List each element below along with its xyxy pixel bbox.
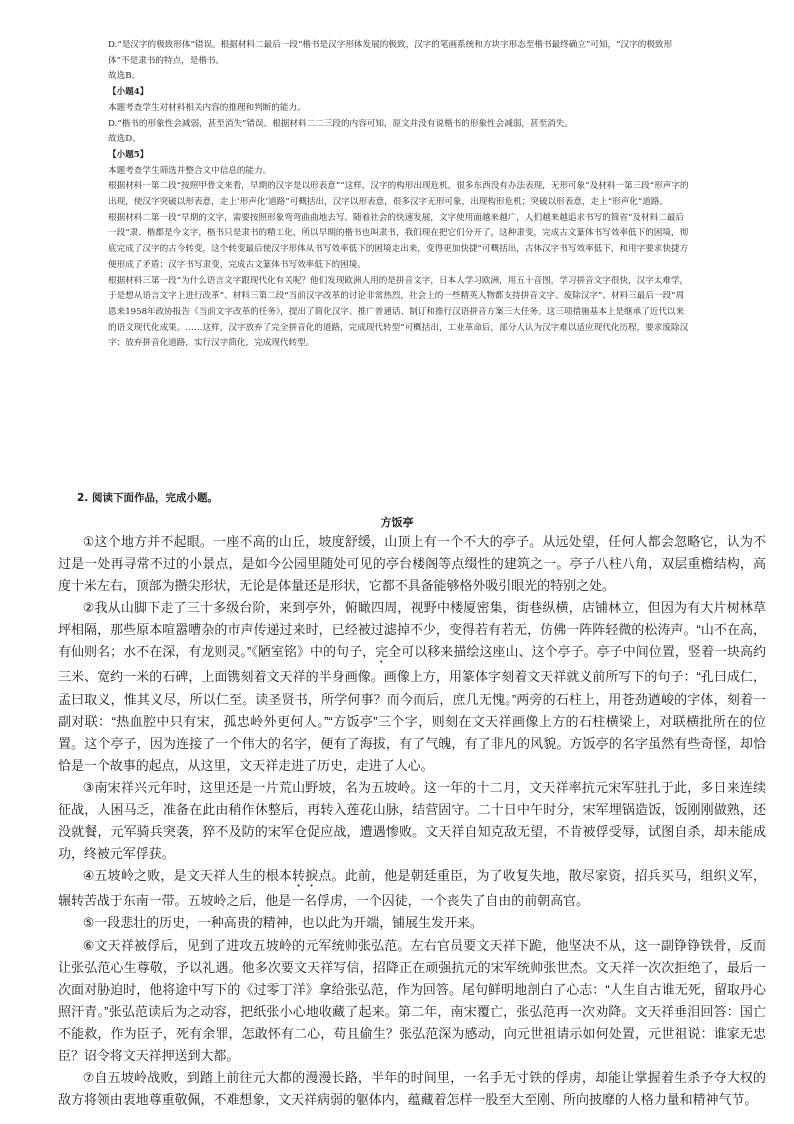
story-paragraph-7: ⑦自五坡岭战败，到踏上前往元大都的漫漫长路，半年的时间里，一名手无寸铁的俘虏，却能让掌握着生杀予夺大权的敌方将领由衷地尊重敬佩，不难想象，文天祥病弱的躯体内，蕴藏着怎样一股至大至刚、所向披靡的人格力量和精神气节。 <box>58 1070 766 1108</box>
answer-choice: 故选D。 <box>108 134 141 145</box>
story-paragraph-1: ①这个地方并不起眼。一座不高的山丘，坡度舒缓，山顶上有一个不大的亭子。从远处望，任何人都会忽略它，认为不过是一处再寻常不过的小景点，是如今公园里随处可见的亭台楼阁等点缀性的建筑之一。亭子八柱八角，双层重檐结构，高度十米左右，顶部为攒尖形状，无论是体量还是形状，它都不具备能够格外吸引眼光的特别之处。 <box>58 534 766 594</box>
answer-paragraph: 本题考查学生对材料相关内容的推理和判断的能力。 <box>108 102 306 113</box>
answer-paragraph: 根据材料三第一段“为什么语言文字跟现代化有关呢？他们发现欧洲人用的是拼音文字，日本人学习欧洲，用五十音图，学习拼音文字很快，汉字太难学，于是想从语言文字上进行改革”、材料三第二段“当前汉字改革的讨论非常热烈，社会上的一些精英人物都支持拼音文字、废除汉字”、材料三最后一段“周恩来1958年政协报告《当前文字改革的任务》，提出了简化汉字、推广普通话、制订和推行汉语拼音方案三大任务。这三项措施基本上是继承了近代以来的语文现代化成果。……这样，汉字放弃了完全拼音化的道路，完成现代转型”可概括出，工业革命后，部分人认为汉字难以适应现代化历程，要求废除汉字；放弃拼音化道路，实行汉字简化，完成现代转型。 <box>108 275 689 349</box>
question-heading: 2. 阅读下面作品，完成小题。 <box>77 492 218 504</box>
answer-paragraph: 根据材料一第二段“按照甲骨文来看，早期的汉字是以形表意”“这样，汉字的构形出现危机，很多东西没有办法表现，无形可象”及材料一第三段“形声字的出现，使汉字突破以形表意，走上‘形声化’道路”可概括出，汉字以形表意，很多汉字无形可象，出现构形危机；突破以形表意，走上“形声化”道路。 <box>108 181 689 208</box>
answer-paragraph: D.“楷书的形象性会减弱，甚至消失”错误。根据材料二二三段的内容可知，原文并没有说楷书的形象性会减弱，甚至消失。 <box>108 118 573 129</box>
subquestion-heading-4: 【小题4】 <box>108 87 149 98</box>
emphasis-mark: 完 <box>375 644 389 660</box>
story-body <box>58 531 766 1111</box>
story-title: 方饭亭 <box>380 516 414 529</box>
story-paragraph-4: ④五坡岭之败，是文天祥人生的根本转捩点。此前，他是朝廷重臣，为了收复失地，散尽家资，招兵买马，组织义军，辗转苦战于东南一带。五坡岭之后，他是一名俘虏，一个囚徒，一个丧失了自由的前朝高官。 <box>58 868 766 909</box>
answer-paragraph: 根据材料二第一段“早期的文字，需要按照形象弯弯曲曲地去写。随着社会的快速发展，文字使用面越来越广，人们越来越追求书写的简省”及材料二最后一段“隶、楷都是今文字，楷书只是隶书的精工化，所以早期的楷书也叫隶书，我们现在把它们分开了，这种隶变，完成古文篆体书写效率低下的困境，彻底完成了汉字的古今转变，这个转变最后使汉字形体从书写效率低下的困境走出来，变得更加快捷”可概括出，古体汉字书写效率低下，和用字要求快捷方便形成了矛盾；汉字书写隶变，完成古文篆体书写效率低下的困境。 <box>108 212 689 270</box>
story-paragraph-6: ⑥文天祥被俘后，见到了进攻五坡岭的元军统帅张弘范。左右官员要文天祥下跪，他坚决不从，这一副铮铮铁骨，反而让张弘范心生尊敬，予以礼遇。他多次要文天祥写信，招降正在顽强抗元的宋军统帅张世杰。文天祥一次次拒绝了，最后一次面对胁迫时，他将途中写下的《过零丁洋》拿给张弘范，作为回答。尾句鲜明地剖白了心志：“人生自古谁无死，留取丹心照汗青。”张弘范读后为之动容，把纸张小心地收藏了起来。第二年，南宋覆亡，张弘范再一次劝降。文天祥垂泪回答：国亡不能救，作为臣子，死有余罪，怎敢怀有二心，苟且偷生？张弘范深为感动，向元世祖请示如何处置，元世祖说：谁家无忠臣？诏令将文天祥押送到大都。 <box>58 937 766 1063</box>
story-paragraph-5: ⑤一段悲壮的历史，一种高贵的精神，也以此为开端，铺展生发开来。 <box>82 915 483 931</box>
subquestion-heading-5: 【小题5】 <box>108 149 149 160</box>
answer-paragraph: 本题考查学生筛选并整合文中信息的能力。 <box>108 165 272 176</box>
answer-paragraph: D.“是汉字的极致形体”错误。根据材料二最后一段“楷书是汉字形体发展的极致，汉字的笔画系统和方块字形态至楷书最终确立”可知，“汉字的极致形体”不是隶书的特点，是楷书。 <box>108 40 673 66</box>
answer-choice: 故选B。 <box>108 71 141 82</box>
story-paragraph-3: ③南宋祥兴元年时，这里还是一片荒山野坡，名为五坡岭。这一年的十二月，文天祥率抗元宋军驻扎于此，多日来连续征战，人困马乏，准备在此由稍作休整后，再转入莲花山脉，结营固守。二十日中午时分，宋军埋锅造饭，饭刚刚做熟，还没就餐，元军骑兵突袭，猝不及防的宋军仓促应战，遭遇惨败。文天祥自知克敌无望，不肯被俘受辱，试图自杀，却未能成功，终被元军俘获。 <box>58 779 766 862</box>
emphasis-mark: 转捩 <box>292 868 319 884</box>
answer-analysis-section <box>108 38 692 352</box>
story-paragraph-2: ②我从山脚下走了三十多级台阶，来到亭外，俯瞰四周，视野中楼厦密集，街巷纵横，店铺林立，但因为有大片树林草坪相隔，那些原本喧嚣嘈杂的市声传递过来时，已经被过滤掉不少，变得若有若无，仿佛一阵阵轻微的松涛声。“山不在高，有仙则名；水不在深，有龙则灵。”《陋室铭》中的句子，完全可以移来描绘这座山、这个亭子。亭子中间位置，竖着一块高约三米、宽约一米的石碑，上面镌刻着文天祥的半身画像。画像上方，用篆体字刻着文天祥就义前所写下的句子：“孔曰成仁，孟曰取义，惟其义尽，所以仁至。读圣贤书，所学何事？而今而后，庶几无愧。”两旁的石柱上，用苍劲遒峻的字体，刻着一副对联：“热血腔中只有宋，孤忠岭外更何人。”“方饭亭”三个字，则刻在文天祥画像上方的石柱横梁上，对联横批所在的位置。这个亭子，因为连接了一个伟大的名字，便有了海拔，有了气魄，有了非凡的风貌。方饭亭的名字虽然有些奇怪，却恰恰是一个故事的起点，从这里，文天祥走进了历史，走进了人心。 <box>58 600 766 773</box>
